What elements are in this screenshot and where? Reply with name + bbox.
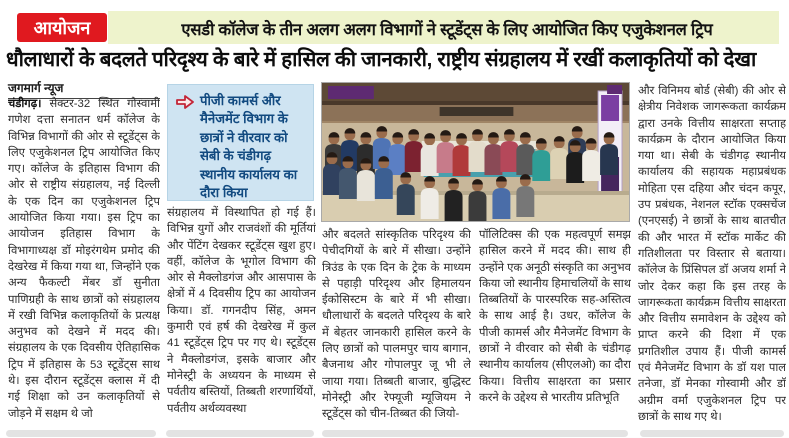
main-headline: धौलाधारों के बदलते परिदृश्य के बारे में हासिल की जानकारी, राष्ट्रीय संग्रहालय में रखीं कलाकृतियों को देखा [6,48,756,71]
byline: जगमार्ग न्यूज [8,79,160,99]
group-photo [321,82,630,222]
article-text-3: और बदलते सांस्कृतिक परिदृश्य की पेचीदगियों के बारे में सीखा। उन्होंने त्रिउंड के एक दिन के ट्रेक के माध्यम से पहाड़ी परिदृश्य और हिमालयन ईकोसिस्टम के बारे में भी सीखा। धौलाधारों के बदलते परिदृश्य के बारे में बेहतर जानकारी हासिल करने के लिए छात्रों को पालमपुर चाय बागान, बैजनाथ और गोपालपुर जू भी ले जाया गया। तिब्बती बाजार, बुद्धिस्ट मोनेस्ट्री और रेफ्यूजी म्यूजियम ने स्टूडेंट्स को चीन-तिब्बत की जियो- [322,229,471,421]
kicker-label: आयोजन [33,17,91,38]
scan-edge-shadow [322,430,628,437]
pull-quote-box [167,84,314,201]
sub-headline: एसडी कॉलेज के तीन अलग अलग विभागों ने स्टूडेंट्स के लिए आयोजित किए एजुकेशनल ट्रिप [181,20,713,39]
article-column-4 [479,227,631,427]
dateline: चंडीगढ़। [8,98,42,110]
article-column-3 [322,227,471,427]
pull-quote-text: पीजी कामर्स और मैनेजमेंट विभाग के छात्रों ने वीरवार को सेबी के चंडीगढ़ स्थानीय कार्यालय का दौरा किया [200,93,298,201]
article-text-4: पॉलिटिक्स की एक महत्वपूर्ण समझ हासिल करने में मदद की। साथ ही उन्होंने एक अनूठी संस्कृति का अनुभव किया जो स्थानीय हिमाचलियों के साथ तिब्बतियों के पारस्परिक सह-अस्तित्व के साथ आई है। उधर, कॉलेज के पीजी कामर्स और मैनेजमेंट विभाग के छात्रों ने वीरवार को सेबी के चंडीगढ़ स्थानीय कार्यालय (सीएलओ) का दौरा किया। वित्तीय साक्षरता का प्रसार करने के उद्देश्य से भारतीय प्रतिभूति [479,229,631,404]
article-text-5: और विनिमय बोर्ड (सेबी) की ओर से क्षेत्रीय निवेशक जागरूकता कार्यक्रम द्वारा उनके वित्तीय साक्षरता सप्ताह कार्यक्रम के दौरान आयोजित किया गया था। सेबी के चंडीगढ़ स्थानीय कार्यालय की सहायक महाप्रबंधक मोहिता एस दहिया और चंदन कपूर, उप प्रबंधक, नेशनल स्टॉक एक्सचेंज (एनएसई) ने छात्रों के साथ बातचीत की और भारत में स्टॉक मार्केट की गतिशीलता पर विस्तार से बताया। कॉलेज के प्रिंसिपल डॉ अजय शर्मा ने जोर देकर कहा कि इस तरह के जागरूकता कार्यक्रम वित्तीय साक्षरता और वित्तीय समावेशन के उद्देश्य को प्राप्त करने की दिशा में एक प्रगतिशील उपाय हैं। पीजी कामर्स एवं मैनेजमेंट विभाग के डॉ यश पाल तनेजा, डॉ मेनका गोस्वामी और डॉ अग्रीम वर्मा एजुकेशनल ट्रिप पर छात्रों के साथ गए थे। [638,85,786,423]
group-photo-illustration [322,83,629,221]
scan-edge-shadow [640,430,784,437]
article-column-2 [167,205,316,427]
kicker-badge [17,13,107,42]
article-column-5 [638,83,786,427]
scan-edge-shadow [166,430,314,437]
article-column-1 [8,96,160,426]
arrow-right-icon [176,92,194,194]
scan-edge-shadow [6,430,156,437]
article-text-1: सेक्टर-32 स्थित गोस्वामी गणेश दत्ता सनातन धर्म कॉलेज के विभिन्न विभागों की ओर से स्टूडेंट्स के लिए एजुकेशनल ट्रिप आयोजित किए गए। कॉलेज के इतिहास विभाग की ओर से राष्ट्रीय संग्रहालय, नई दिल्ली के एक दिन का एजुकेशनल ट्रिप आयोजित किया गया। इस ट्रिप का आयोजन इतिहास विभाग के विभागाध्यक्ष डॉ मोइरंगथेम प्रमोद की देखरेख में किया गया था, जिन्होंने एक अन्य फैकल्टी मेंबर डॉ सुनीता पाणिग्रही के साथ छात्रों को संग्रहालय में रखी विभिन्न कलाकृतियों के प्रत्यक्ष अनुभव को देखने में मदद की। संग्रहालय के एक दिवसीय ऐतिहासिक ट्रिप में इतिहास के 53 स्टूडेंट्स साथ थे। इस दौरान स्टूडेंट्स क्लास में दी गई शिक्षा को उन कलाकृतियों से जोड़ने में सक्षम थे जो [8,98,160,420]
article-text-2: संग्रहालय में विस्थापित हो गई हैं। विभिन्न युगों और राजवंशों की मूर्तियां और पेंटिंग देखकर स्टूडेंट्स खुश हुए। वहीं, कॉलेज के भूगोल विभाग की ओर से मैक्लोडगंज और आसपास के क्षेत्रों में 4 दिवसीय ट्रिप का आयोजन किया। डॉ. गगनदीप सिंह, अमन कुमारी एवं हर्ष की देखरेख में कुल 41 स्टूडेंट्स ट्रिप पर गए थे। स्टूडेंट्स ने मैक्लोडगंज, इसके बाजार और मोनेस्ट्री के अध्ययन के माध्यम से पर्वतीय बस्तियों, तिब्बती शरणार्थियों, पर्वतीय अर्थव्यवस्था [167,207,316,415]
